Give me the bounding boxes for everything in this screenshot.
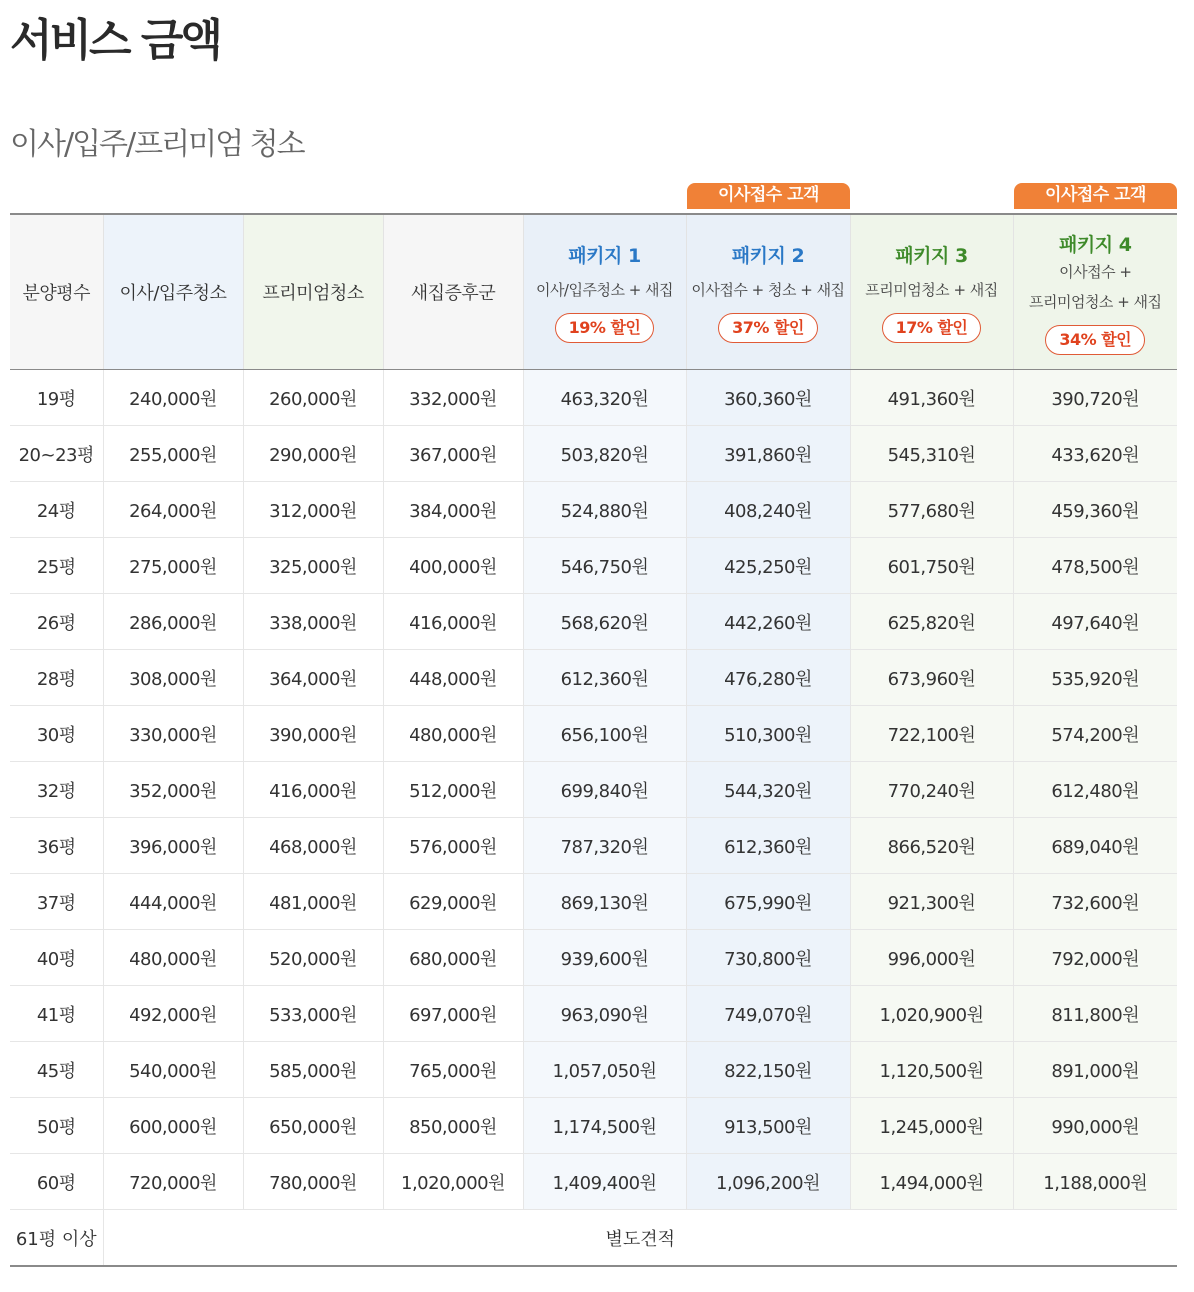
table-row [10, 650, 1177, 706]
price-cell-moving-cleaning: 720,000원 [103, 1154, 243, 1210]
price-cell-package-1: 939,600원 [523, 930, 686, 986]
price-cell-package-1: 869,130원 [523, 874, 686, 930]
package-3-name: 패키지 3 [895, 245, 968, 267]
table-row [10, 426, 1177, 482]
price-cell-package-1: 699,840원 [523, 762, 686, 818]
price-cell-package-2: 442,260원 [686, 594, 850, 650]
price-cell-package-4: 497,640원 [1013, 594, 1177, 650]
package-4-desc-line-2: 프리미엄청소 + 새집 [1028, 292, 1162, 311]
header-package-2 [686, 214, 850, 370]
price-cell-package-3: 722,100원 [850, 706, 1013, 762]
price-cell-sick-house: 576,000원 [383, 818, 523, 874]
package-1-name: 패키지 1 [568, 245, 641, 267]
price-cell-sick-house: 697,000원 [383, 986, 523, 1042]
separate-estimate-note: 별도견적 [103, 1210, 1177, 1267]
price-cell-package-1: 1,057,050원 [523, 1042, 686, 1098]
package-1-discount-badge: 19% 할인 [555, 313, 655, 343]
price-cell-sick-house: 367,000원 [383, 426, 523, 482]
price-cell-package-2: 730,800원 [686, 930, 850, 986]
table-row [10, 930, 1177, 986]
price-cell-package-2: 408,240원 [686, 482, 850, 538]
price-cell-moving-cleaning: 264,000원 [103, 482, 243, 538]
table-row [10, 1042, 1177, 1098]
header-package-3 [850, 214, 1013, 370]
price-cell-package-2: 476,280원 [686, 650, 850, 706]
price-cell-package-3: 1,494,000원 [850, 1154, 1013, 1210]
price-cell-premium-cleaning: 290,000원 [243, 426, 383, 482]
package-1-desc: 이사/입주청소 + 새집 [535, 281, 674, 299]
price-cell-package-3: 1,020,900원 [850, 986, 1013, 1042]
price-cell-package-1: 1,174,500원 [523, 1098, 686, 1154]
price-cell-size: 36평 [10, 818, 103, 874]
table-header-row [10, 214, 1177, 370]
price-cell-moving-cleaning: 308,000원 [103, 650, 243, 706]
price-cell-package-2: 822,150원 [686, 1042, 850, 1098]
price-cell-package-1: 546,750원 [523, 538, 686, 594]
table-row [10, 874, 1177, 930]
header-sick-house: 새집증후군 [383, 214, 523, 370]
price-cell-package-2: 425,250원 [686, 538, 850, 594]
price-cell-moving-cleaning: 352,000원 [103, 762, 243, 818]
price-cell-package-1: 463,320원 [523, 370, 686, 426]
price-cell-package-1: 787,320원 [523, 818, 686, 874]
price-cell-package-2: 544,320원 [686, 762, 850, 818]
price-cell-moving-cleaning: 600,000원 [103, 1098, 243, 1154]
price-cell-size: 37평 [10, 874, 103, 930]
price-cell-package-3: 625,820원 [850, 594, 1013, 650]
price-cell-moving-cleaning: 330,000원 [103, 706, 243, 762]
price-cell-size: 30평 [10, 706, 103, 762]
table-row [10, 986, 1177, 1042]
price-cell-sick-house: 384,000원 [383, 482, 523, 538]
table-row-estimate [10, 1210, 1177, 1267]
package-3-discount-badge: 17% 할인 [882, 313, 982, 343]
header-premium-cleaning: 프리미엄청소 [243, 214, 383, 370]
price-cell-size: 60평 [10, 1154, 103, 1210]
price-cell-premium-cleaning: 338,000원 [243, 594, 383, 650]
price-cell-premium-cleaning: 533,000원 [243, 986, 383, 1042]
price-cell-size: 25평 [10, 538, 103, 594]
price-cell-package-3: 1,245,000원 [850, 1098, 1013, 1154]
price-cell-moving-cleaning: 396,000원 [103, 818, 243, 874]
header-size: 분양평수 [10, 214, 103, 370]
package-4-discount-badge: 34% 할인 [1045, 325, 1145, 355]
price-cell-size: 19평 [10, 370, 103, 426]
price-cell-package-3: 1,120,500원 [850, 1042, 1013, 1098]
price-cell-sick-house: 629,000원 [383, 874, 523, 930]
table-row [10, 482, 1177, 538]
price-cell-sick-house: 400,000원 [383, 538, 523, 594]
price-cell-package-4: 574,200원 [1013, 706, 1177, 762]
price-cell-package-1: 524,880원 [523, 482, 686, 538]
price-cell-package-3: 770,240원 [850, 762, 1013, 818]
price-cell-premium-cleaning: 585,000원 [243, 1042, 383, 1098]
table-row [10, 594, 1177, 650]
price-cell-size: 32평 [10, 762, 103, 818]
price-cell-size: 26평 [10, 594, 103, 650]
price-cell-size: 28평 [10, 650, 103, 706]
price-cell-package-1: 656,100원 [523, 706, 686, 762]
price-cell-package-2: 391,860원 [686, 426, 850, 482]
price-cell-package-4: 689,040원 [1013, 818, 1177, 874]
price-cell-premium-cleaning: 520,000원 [243, 930, 383, 986]
price-cell-package-3: 491,360원 [850, 370, 1013, 426]
price-cell-package-3: 601,750원 [850, 538, 1013, 594]
price-cell-package-4: 732,600원 [1013, 874, 1177, 930]
price-cell-package-1: 503,820원 [523, 426, 686, 482]
price-cell-moving-cleaning: 255,000원 [103, 426, 243, 482]
header-moving-cleaning: 이사/입주청소 [103, 214, 243, 370]
table-row [10, 370, 1177, 426]
package-4-desc-line-1: 이사접수 + [1059, 262, 1132, 281]
table-row [10, 706, 1177, 762]
price-cell-sick-house: 448,000원 [383, 650, 523, 706]
header-package-4 [1013, 214, 1177, 370]
price-cell-premium-cleaning: 390,000원 [243, 706, 383, 762]
price-table-body [10, 370, 1177, 1267]
price-cell-package-4: 459,360원 [1013, 482, 1177, 538]
price-cell-moving-cleaning: 540,000원 [103, 1042, 243, 1098]
price-cell-sick-house: 512,000원 [383, 762, 523, 818]
price-cell-sick-house: 332,000원 [383, 370, 523, 426]
price-cell-package-1: 963,090원 [523, 986, 686, 1042]
price-cell-package-4: 478,500원 [1013, 538, 1177, 594]
price-cell-premium-cleaning: 416,000원 [243, 762, 383, 818]
price-cell-sick-house: 416,000원 [383, 594, 523, 650]
price-cell-sick-house: 850,000원 [383, 1098, 523, 1154]
price-cell-package-3: 577,680원 [850, 482, 1013, 538]
price-cell-sick-house: 680,000원 [383, 930, 523, 986]
price-cell-premium-cleaning: 260,000원 [243, 370, 383, 426]
price-cell-package-2: 612,360원 [686, 818, 850, 874]
price-cell-premium-cleaning: 325,000원 [243, 538, 383, 594]
price-cell-package-4: 390,720원 [1013, 370, 1177, 426]
price-cell-moving-cleaning: 492,000원 [103, 986, 243, 1042]
price-cell-premium-cleaning: 780,000원 [243, 1154, 383, 1210]
price-cell-package-3: 673,960원 [850, 650, 1013, 706]
price-cell-sick-house: 765,000원 [383, 1042, 523, 1098]
price-cell-package-3: 866,520원 [850, 818, 1013, 874]
price-cell-package-4: 1,188,000원 [1013, 1154, 1177, 1210]
price-cell-package-4: 433,620원 [1013, 426, 1177, 482]
price-cell-package-2: 510,300원 [686, 706, 850, 762]
price-cell-size: 24평 [10, 482, 103, 538]
table-row [10, 762, 1177, 818]
price-cell-package-2: 675,990원 [686, 874, 850, 930]
price-cell-moving-cleaning: 275,000원 [103, 538, 243, 594]
table-row [10, 818, 1177, 874]
price-cell-package-3: 545,310원 [850, 426, 1013, 482]
price-cell-size: 20~23평 [10, 426, 103, 482]
price-cell-package-3: 921,300원 [850, 874, 1013, 930]
package-2-desc: 이사접수 + 청소 + 새집 [691, 281, 845, 299]
price-cell-package-1: 612,360원 [523, 650, 686, 706]
price-cell-premium-cleaning: 312,000원 [243, 482, 383, 538]
price-cell-package-1: 1,409,400원 [523, 1154, 686, 1210]
price-cell-sick-house: 1,020,000원 [383, 1154, 523, 1210]
package-4-name: 패키지 4 [1059, 233, 1132, 256]
price-table [10, 213, 1177, 1267]
price-cell-package-2: 749,070원 [686, 986, 850, 1042]
section-title: 이사/입주/프리미엄 청소 [10, 127, 304, 162]
package-2-discount-badge: 37% 할인 [718, 313, 818, 343]
price-cell-package-3: 996,000원 [850, 930, 1013, 986]
package-4-promo-tag: 이사접수 고객 [1014, 183, 1177, 209]
price-cell-premium-cleaning: 468,000원 [243, 818, 383, 874]
table-row [10, 538, 1177, 594]
price-cell-size: 41평 [10, 986, 103, 1042]
header-package-1 [523, 214, 686, 370]
price-cell-moving-cleaning: 286,000원 [103, 594, 243, 650]
price-cell-premium-cleaning: 481,000원 [243, 874, 383, 930]
price-cell-package-1: 568,620원 [523, 594, 686, 650]
package-3-desc: 프리미엄청소 + 새집 [865, 281, 998, 299]
table-row [10, 1098, 1177, 1154]
price-cell-package-4: 891,000원 [1013, 1042, 1177, 1098]
page-title: 서비스 금액 [10, 15, 220, 66]
price-cell-package-4: 792,000원 [1013, 930, 1177, 986]
price-cell-premium-cleaning: 364,000원 [243, 650, 383, 706]
package-2-promo-tag: 이사접수 고객 [687, 183, 850, 209]
price-cell-premium-cleaning: 650,000원 [243, 1098, 383, 1154]
price-cell-package-4: 535,920원 [1013, 650, 1177, 706]
price-cell-package-4: 990,000원 [1013, 1098, 1177, 1154]
price-cell-sick-house: 480,000원 [383, 706, 523, 762]
price-cell-moving-cleaning: 444,000원 [103, 874, 243, 930]
price-cell-package-2: 913,500원 [686, 1098, 850, 1154]
price-cell-package-2: 360,360원 [686, 370, 850, 426]
price-cell-size: 50평 [10, 1098, 103, 1154]
price-cell-moving-cleaning: 240,000원 [103, 370, 243, 426]
price-cell-package-4: 811,800원 [1013, 986, 1177, 1042]
price-cell-package-4: 612,480원 [1013, 762, 1177, 818]
price-cell-package-2: 1,096,200원 [686, 1154, 850, 1210]
package-2-name: 패키지 2 [731, 245, 805, 267]
table-row [10, 1154, 1177, 1210]
price-cell-size: 40평 [10, 930, 103, 986]
price-cell-moving-cleaning: 480,000원 [103, 930, 243, 986]
price-cell-size: 61평 이상 [15, 1228, 97, 1250]
price-cell-size: 45평 [10, 1042, 103, 1098]
